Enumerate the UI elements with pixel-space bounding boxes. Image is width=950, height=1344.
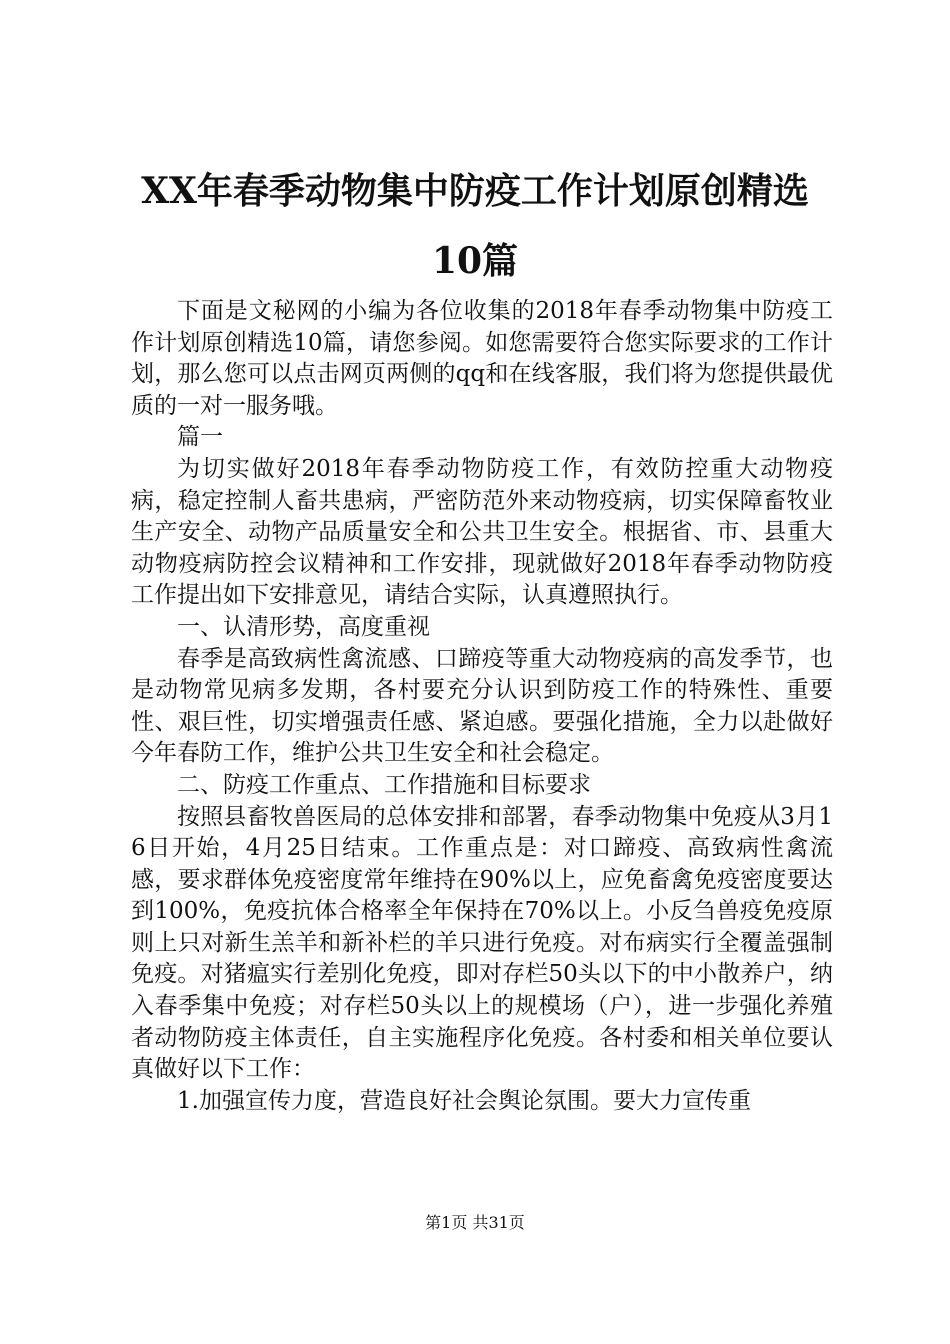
section-heading-part-one: 篇一: [177, 424, 223, 451]
intro-paragraph: 下面是文秘网的小编为各位收集的2018年春季动物集中防疫工作计划原创精选10篇，请您参阅。如您需要符合您实际要求的工作计划，那么您可以点击网页两侧的qq和在线客服，我们将为您提供最优质的一对一服务哦。: [131, 298, 833, 419]
body-paragraph: 为切实做好2018年春季动物防疫工作，有效防控重大动物疫病，稳定控制人畜共患病，严密防范外来动物疫病，切实保障畜牧业生产安全、动物产品质量安全和公共卫生安全。根据省、市、县重大动物疫病防控会议精神和工作安排，现就做好2018年春季动物防疫工作提出如下安排意见，请结合实际，认真遵照执行。: [131, 455, 833, 609]
document-title: XX年春季动物集中防疫工作计划原创精选10篇: [141, 170, 809, 282]
body-paragraph: 春季是高致病性禽流感、口蹄疫等重大动物疫病的高发季节，也是动物常见病多发期，各村要充分认识到防疫工作的特殊性、重要性、艰巨性，切实增强责任感、紧迫感。要强化措施，全力以赴做好今年春防工作，维护公共卫生安全和社会稳定。: [131, 645, 833, 767]
body-paragraph: 1.加强宣传力度，营造良好社会舆论氛围。要大力宣传重: [177, 1087, 751, 1114]
document-body: [131, 296, 833, 1117]
section-heading: 二、防疫工作重点、工作措施和目标要求: [177, 771, 591, 798]
section-heading: 一、认清形势，高度重视: [177, 613, 430, 640]
body-paragraph: 按照县畜牧兽医局的总体安排和部署，春季动物集中免疫从3月16日开始，4月25日结束。工作重点是：对口蹄疫、高致病性禽流感，要求群体免疫密度常年维持在90%以上，应免畜禽免疫密度要达到100%，免疫抗体合格率全年保持在70%以上。小反刍兽疫免疫原则上只对新生羔羊和新补栏的羊只进行免疫。对布病实行全覆盖强制免疫。对猪瘟实行差别化免疫，即对存栏50头以下的中小散养户，纳入春季集中免疫；对存栏50头以上的规模场（户），进一步强化养殖者动物防疫主体责任，自主实施程序化免疫。各村委和相关单位要认真做好以下工作：: [131, 803, 833, 1083]
page-number-footer: 第1页 共31页: [425, 1213, 525, 1232]
